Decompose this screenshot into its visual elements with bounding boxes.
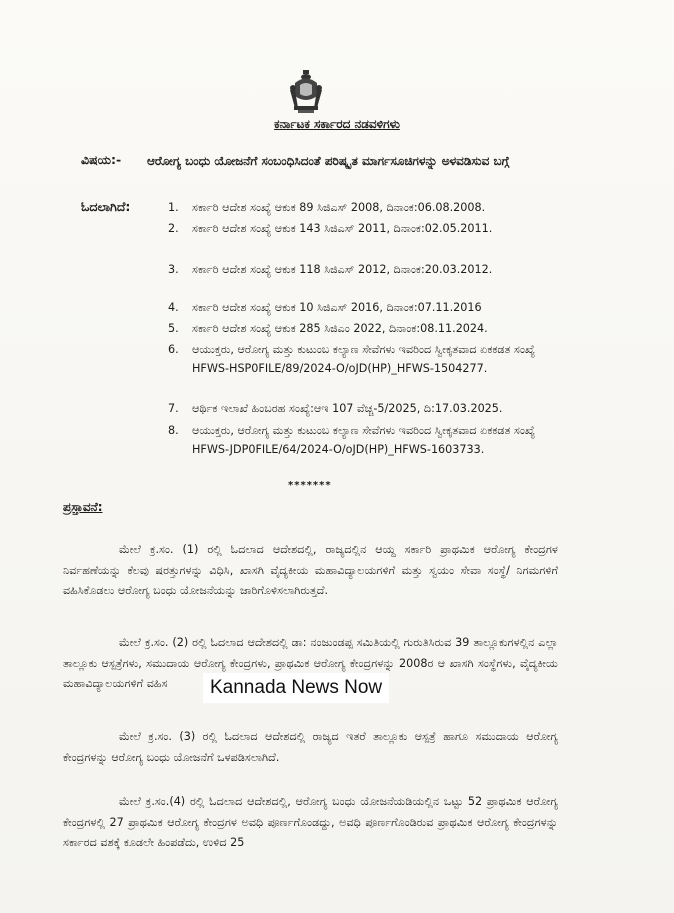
reference-item (168, 219, 548, 238)
preamble-paragraph: ಮೇಲೆ ಕ್ರ.ಸಂ. (3) ರಲ್ಲಿ ಓದಲಾದ ಆದೇಶದಲ್ಲಿ ರಾಜ್ಯದ ಇತರೆ ತಾಲ್ಲೂಕು ಆಸ್ಪತ್ರೆ ಹಾಗೂ ಸಮುದಾಯ ಆರೋಗ್ಯ ಕೇಂದ್ರಗಳನ್ನು ಆರೋಗ್ಯ ಬಂಧು ಯೋಜನೆಗೆ ಒಳಪಡಿಸಲಾಗಿದೆ. (63, 730, 558, 764)
reference-text: ಸರ್ಕಾರಿ ಆದೇಶ ಸಂಖ್ಯೆ ಆಕುಕ 10 ಸಿಜಿಎಸ್ 2016, ದಿನಾಂಕ:07.11.2016 (192, 301, 482, 314)
reference-text: ಸರ್ಕಾರಿ ಆದೇಶ ಸಂಖ್ಯೆ ಆಕುಕ 89 ಸಿಜಿಎಸ್ 2008, ದಿನಾಂಕ:06.08.2008. (192, 201, 486, 214)
reference-text: ಸರ್ಕಾರಿ ಆದೇಶ ಸಂಖ್ಯೆ ಆಕುಕ 143 ಸಿಜಿಎಸ್ 2011, ದಿನಾಂಕ:02.05.2011. (192, 222, 493, 235)
reference-number: 8. (168, 424, 179, 437)
subject-label: ವಿಷಯ:- (81, 152, 122, 167)
reference-text: ಸರ್ಕಾರಿ ಆದೇಶ ಸಂಖ್ಯೆ ಆಕುಕ 285 ಸಿಜಿಎಂ 2022, ದಿನಾಂಕ:08.11.2024. (192, 322, 488, 335)
reference-number: 4. (168, 301, 179, 314)
reference-text: ಆಯುಕ್ತರು, ಆರೋಗ್ಯ ಮತ್ತು ಕುಟುಂಬ ಕಲ್ಯಾಣ ಸೇವೆಗಳು ಇವರಿಂದ ಸ್ವೀಕೃತವಾದ ಏಕಕಡತ ಸಂಖ್ಯೆ HFWS-HSP0FILE/89/2024-O/oJD(HP)_HFWS-1504277. (192, 343, 536, 375)
document-header: ಕರ್ನಾಟಕ ಸರ್ಕಾರದ ನಡವಳಿಗಳು (274, 117, 400, 131)
reference-number: 1. (168, 201, 179, 214)
reference-item (168, 319, 548, 338)
references-label: ಓದಲಾಗಿದೆ: (81, 199, 131, 214)
reference-item (168, 399, 548, 418)
reference-item (168, 421, 548, 459)
reference-number: 7. (168, 402, 179, 415)
reference-number: 2. (168, 222, 179, 235)
preamble-label: ಪ್ರಸ್ತಾವನೆ: (63, 500, 103, 514)
reference-number: 3. (168, 263, 179, 276)
reference-text: ಆರ್ಥಿಕ ಇಲಾಖೆ ಹಿಂಬರಹ ಸಂಖ್ಯೆ:ಆಇ 107 ವೆಚ್ಚ-5/2025, ದಿ:17.03.2025. (192, 402, 503, 415)
subject-text: ಆರೋಗ್ಯ ಬಂಧು ಯೋಜನೆಗೆ ಸಂಬಂಧಿಸಿದಂತೆ ಪರಿಷ್ಕೃತ ಮಾರ್ಗಸೂಚಿಗಳನ್ನು ಅಳವಡಿಸುವ ಬಗ್ಗೆ (147, 154, 510, 168)
state-emblem-icon (286, 68, 326, 114)
reference-item (168, 260, 548, 279)
reference-item (168, 340, 548, 378)
preamble-paragraph: ಮೇಲೆ ಕ್ರ.ಸಂ.(4) ರಲ್ಲಿ ಓದಲಾದ ಆದೇಶದಲ್ಲಿ, ಆರೋಗ್ಯ ಬಂಧು ಯೋಜನೆಯಡಿಯಲ್ಲಿನ ಒಟ್ಟು 52 ಪ್ರಾಥಮಿಕ ಆರೋಗ್ಯ ಕೇಂದ್ರಗಳಲ್ಲಿ 27 ಪ್ರಾಥಮಿಕ ಆರೋಗ್ಯ ಕೇಂದ್ರಗಳ ಅವಧಿ ಪೂರ್ಣಗೊಂಡದ್ದು, ಅವಧಿ ಪೂರ್ಣಗೊಂಡಿರುವ ಪ್ರಾಥಮಿಕ ಆರೋಗ್ಯ ಕೇಂದ್ರಗಳನ್ನು ಸರ್ಕಾರದ ವಶಕ್ಕೆ ಕೂಡಲೇ ಹಿಂಪಡೆದು, ಉಳಿದ 25 (63, 795, 558, 849)
reference-text: ಆಯುಕ್ತರು, ಆರೋಗ್ಯ ಮತ್ತು ಕುಟುಂಬ ಕಲ್ಯಾಣ ಸೇವೆಗಳು ಇವರಿಂದ ಸ್ವೀಕೃತವಾದ ಏಕಕಡತ ಸಂಖ್ಯೆ HFWS-JDP0FILE/64/2024-O/oJD(HP)_HFWS-1603733. (192, 424, 536, 456)
reference-number: 6. (168, 343, 179, 356)
reference-item (168, 298, 548, 317)
watermark-label: Kannada News Now (203, 673, 389, 703)
preamble-paragraph: ಮೇಲೆ ಕ್ರ.ಸಂ. (1) ರಲ್ಲಿ ಓದಲಾದ ಆದೇಶದಲ್ಲಿ, ರಾಜ್ಯದಲ್ಲಿನ ಆಯ್ದ ಸರ್ಕಾರಿ ಪ್ರಾಥಮಿಕ ಆರೋಗ್ಯ ಕೇಂದ್ರಗಳ ನಿರ್ವಹಣೆಯನ್ನು ಕೆಲವು ಷರತ್ತುಗಳನ್ನು ವಿಧಿಸಿ, ಖಾಸಗಿ ವೈದ್ಯಕೀಯ ಮಹಾವಿದ್ಯಾಲಯಗಳಿಗೆ ಮತ್ತು ಸ್ವಯಂ ಸೇವಾ ಸಂಸ್ಥೆ/ ನಿಗಮಗಳಿಗೆ ವಹಿಸಿಕೊಡಲು ಆರೋಗ್ಯ ಬಂಧು ಯೋಜನೆಯನ್ನು ಜಾರಿಗೊಳಿಸಲಾಗಿರುತ್ತದೆ. (63, 543, 558, 597)
preamble-paragraph: ಮೇಲೆ ಕ್ರ.ಸಂ. (2) ರಲ್ಲಿ ಓದಲಾದ ಆದೇಶದಲ್ಲಿ ಡಾ: ನಂಜುಂಡಪ್ಪ ಸಮಿತಿಯಲ್ಲಿ ಗುರುತಿಸಿರುವ 39 ತಾಲ್ಲೂಕುಗಳಲ್ಲಿನ ಎಲ್ಲಾ ತಾಲ್ಲೂಕು ಆಸ್ಪತ್ರೆಗಳು, ಸಮುದಾಯ ಆರೋಗ್ಯ ಕೇಂದ್ರಗಳು, ಪ್ರಾಥಮಿಕ ಆರೋಗ್ಯ ಕೇಂದ್ರಗಳನ್ನು 2008ರ ಆ ಖಾಸಗಿ ಸಂಸ್ಥೆಗಳು, ವೈದ್ಯಕೀಯ ಮಹಾವಿದ್ಯಾಲಯಗಳಿಗೆ ವಹಿಸ (63, 636, 558, 690)
reference-item (168, 198, 548, 217)
reference-number: 5. (168, 322, 179, 335)
section-separator: ******* (288, 480, 332, 491)
reference-text: ಸರ್ಕಾರಿ ಆದೇಶ ಸಂಖ್ಯೆ ಆಕುಕ 118 ಸಿಜಿಎಸ್ 2012, ದಿನಾಂಕ:20.03.2012. (192, 263, 493, 276)
